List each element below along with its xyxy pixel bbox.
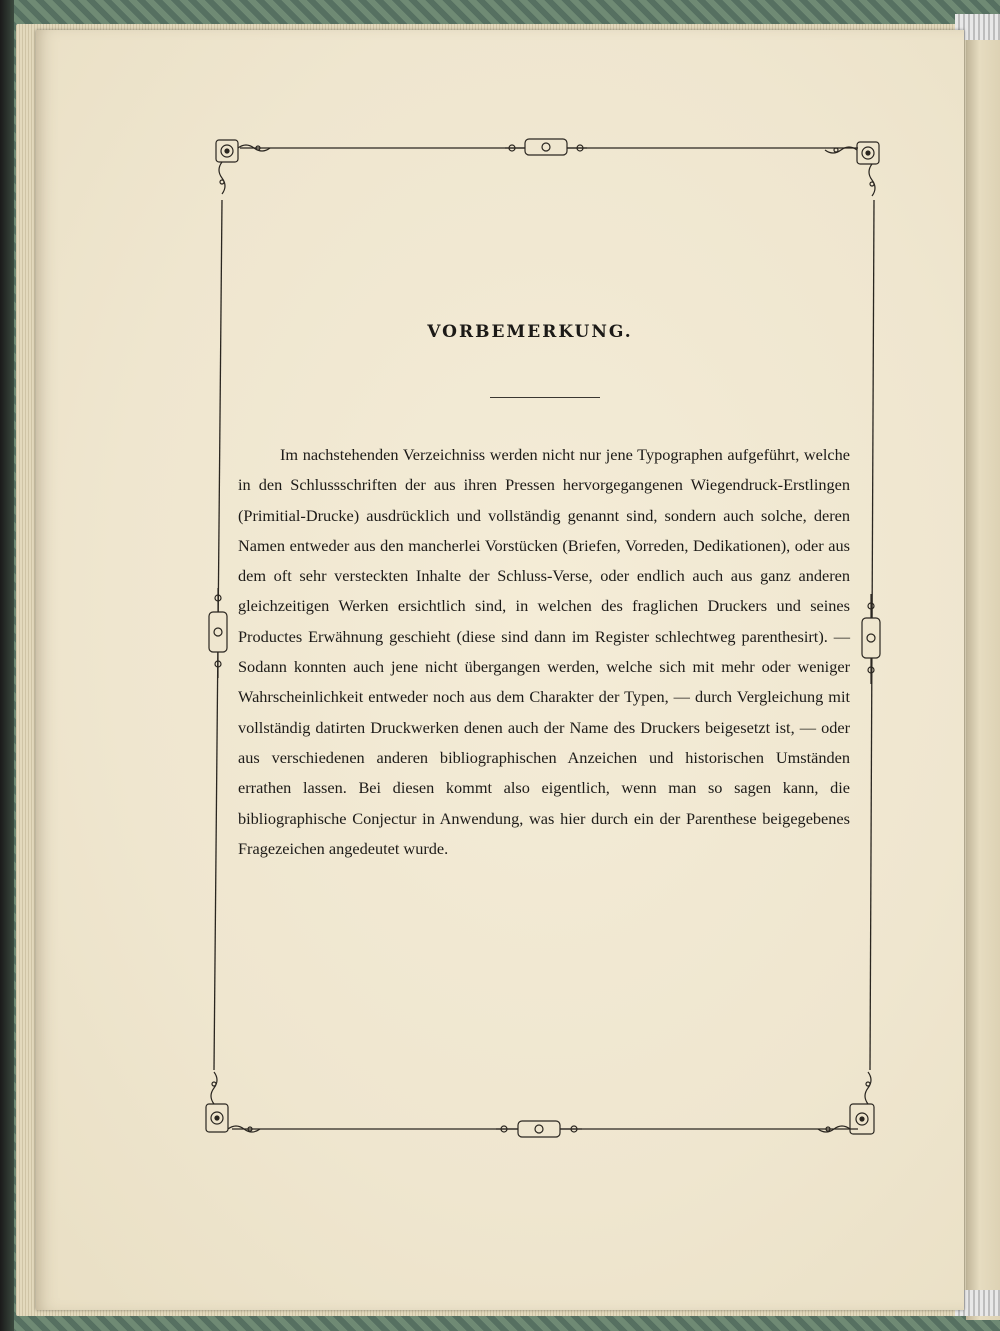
page-title: VORBEMERKUNG. bbox=[427, 322, 633, 342]
facing-page-edge bbox=[966, 20, 1000, 1320]
title-divider bbox=[490, 397, 600, 398]
paragraph: Im nachstehenden Verzeichniss werden nicht nur jene Typographen aufgeführt, welche in den Schlussschriften der aus ihren Pressen hervorgegangenen Wiegendruck-Erstlingen (Primitial-Drucke) ausdrücklich und vollständig genannt sind, sondern auch solche, deren Namen entweder aus den mancherlei Vorstücken (Briefen, Vorreden, Dedikationen), oder aus dem oft sehr versteckten Inhalte der Schluss-Verse, oder endlich auch aus ganz anderen gleichzeitigen Werken ersichtlich sind, in welchen des fraglichen Druckers und seines Productes Erwähnung geschieht (diese sind dann im Register schlechtweg parenthesirt). — Sodann konnten auch jene nicht übergangen werden, welche sich mit mehr oder weniger Wahrscheinlichkeit entweder noch aus dem Charakter der Typen, — durch Vergleichung mit vollständig datirten Druckwerken denen auch der Name des Druckers beigesetzt ist, — oder aus verschiedenen anderen bibliographischen Anzeichen und historischen Umständen errathen lassen. Bei diesen kommt also eigentlich, wenn man so sagen kann, die bibliographische Conjectur in Anwendung, was hier durch ein der Parenthese beigegebenes Fragezeichen angedeutet wurde. bbox=[238, 445, 850, 858]
book-spine bbox=[0, 0, 14, 1331]
body-text bbox=[238, 440, 850, 864]
